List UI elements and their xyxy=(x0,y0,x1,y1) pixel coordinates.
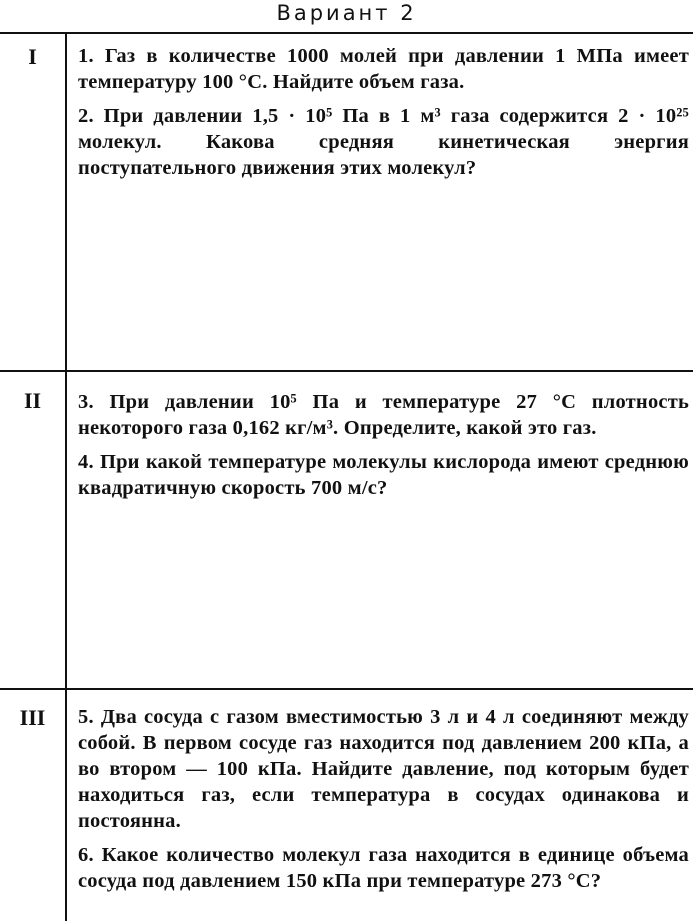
column-divider xyxy=(65,33,67,921)
task-number: 5. xyxy=(78,706,94,728)
task-3 xyxy=(78,389,689,441)
task-text: При давлении 1,5 · 10⁵ Па в 1 м³ газа содержится 2 · 10²⁵ молекул. Какова средняя кинетическая энергия поступательного движения этих молекул? xyxy=(78,105,689,179)
section-iii-tasks xyxy=(78,704,689,902)
section-divider-1 xyxy=(0,370,693,372)
task-number: 3. xyxy=(78,391,94,413)
task-text: Какое количество молекул газа находится в единице объема сосуда под давлением 150 кПа при температуре 273 °С? xyxy=(78,844,689,892)
task-text: При давлении 10⁵ Па и температуре 27 °С плотность некоторого газа 0,162 кг/м³. Определите, какой это газ. xyxy=(78,391,690,439)
task-1 xyxy=(78,43,689,95)
task-number: 6. xyxy=(78,844,94,866)
level-label-ii: II xyxy=(23,388,42,413)
table-top-border xyxy=(0,32,693,34)
section-divider-2 xyxy=(0,688,693,690)
section-ii-tasks xyxy=(78,389,689,509)
section-i-tasks xyxy=(78,43,689,189)
task-number: 4. xyxy=(78,451,94,473)
variant-title: Вариант 2 xyxy=(276,1,417,25)
level-label-i: I xyxy=(28,44,37,69)
task-text: Два сосуда с газом вместимостью 3 л и 4 л соединяют между собой. В первом сосуде газ находится под давлением 200 кПа, а во втором — 100 кПа. Найдите давление, под которым будет находиться газ, если температура в сосудах одинакова и постоянна. xyxy=(78,706,689,832)
task-5 xyxy=(78,704,689,834)
task-text: Газ в количестве 1000 молей при давлении 1 МПа имеет температуру 100 °С. Найдите объем газа. xyxy=(78,45,690,93)
level-label-iii: III xyxy=(19,705,46,730)
task-text: При какой температуре молекулы кислорода имеют среднюю квадратичную скорость 700 м/с? xyxy=(78,451,690,499)
task-4 xyxy=(78,449,689,501)
task-number: 1. xyxy=(78,45,94,67)
task-2 xyxy=(78,103,689,181)
task-number: 2. xyxy=(78,105,94,127)
task-6 xyxy=(78,842,689,894)
